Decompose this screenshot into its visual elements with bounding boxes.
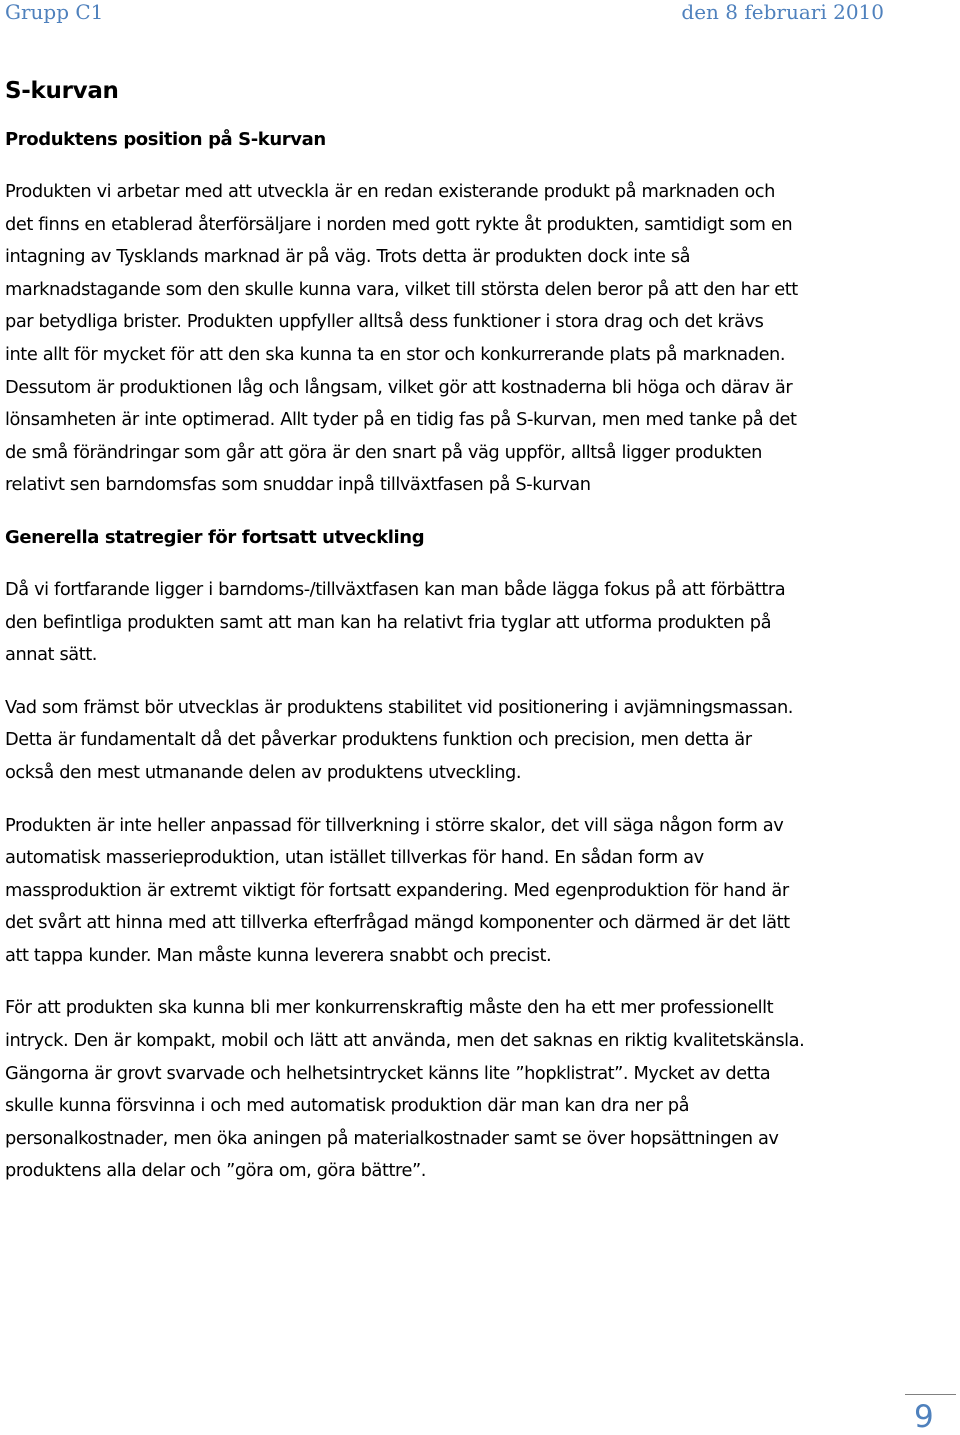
paragraph-line: intryck. Den är kompakt, mobil och lätt att använda, men det saknas en riktig kvalitetskänsla.	[5, 1030, 805, 1052]
paragraph-line: Gängorna är grovt svarvade och helhetsintrycket känns lite ”hopklistrat”. Mycket av detta	[5, 1062, 771, 1084]
paragraph-line: Dessutom är produktionen låg och långsam, vilket gör att kostnaderna bli höga och därav är	[5, 376, 793, 398]
paragraph-line: personalkostnader, men öka aningen på materialkostnader samt se över hopsättningen av	[5, 1127, 779, 1149]
paragraph-line: de små förändringar som går att göra är den snart på väg uppför, alltså ligger produkten	[5, 441, 762, 463]
paragraph-line: också den mest utmanande delen av produktens utveckling.	[5, 761, 522, 783]
paragraph-line: det finns en etablerad återförsäljare i norden med gott rykte åt produkten, samtidigt som en	[5, 213, 793, 235]
document-body	[5, 70, 957, 1208]
paragraph-line: skulle kunna försvinna i och med automatisk produktion där man kan dra ner på	[5, 1095, 690, 1117]
paragraph-line: automatisk masserieproduktion, utan istället tillverkas för hand. En sådan form av	[5, 847, 704, 869]
footer-rule	[905, 1394, 956, 1395]
paragraph-line: lönsamheten är inte optimerad. Allt tyder på en tidig fas på S-kurvan, men med tanke på det	[5, 409, 797, 431]
paragraph-line: den befintliga produkten samt att man kan ha relativt fria tyglar att utforma produkten på	[5, 611, 772, 633]
paragraph-line: par betydliga brister. Produkten uppfyller alltså dess funktioner i stora drag och det krävs	[5, 311, 764, 333]
paragraph-line: produktens alla delar och ”göra om, göra bättre”.	[5, 1160, 426, 1182]
paragraph-line: relativt sen barndomsfas som snuddar inpå tillväxtfasen på S-kurvan	[5, 474, 591, 496]
paragraph	[5, 810, 957, 973]
sections-container	[5, 124, 957, 1188]
paragraph	[5, 574, 957, 672]
paragraph-line: massproduktion är extremt viktigt för fortsatt expandering. Med egenproduktion för hand är	[5, 879, 789, 901]
paragraph-line: Produkten vi arbetar med att utveckla är en redan existerande produkt på marknaden och	[5, 181, 775, 202]
paragraph-line: det svårt att hinna med att tillverka efterfrågad mängd komponenter och därmed är det lätt	[5, 912, 790, 934]
paragraph	[5, 692, 957, 790]
paragraph-line: Vad som främst bör utvecklas är produktens stabilitet vid positionering i avjämningsmassan.	[5, 696, 793, 718]
paragraph	[5, 176, 957, 502]
page-title: S-kurvan	[5, 78, 119, 104]
paragraph-line: intagning av Tysklands marknad är på väg. Trots detta är produkten dock inte så	[5, 246, 691, 268]
paragraph-line: marknadstagande som den skulle kunna vara, vilket till största delen beror på att den har ett	[5, 278, 798, 300]
section-heading: Produktens position på S-kurvan	[5, 129, 326, 150]
paragraph-line: Då vi fortfarande ligger i barndoms-/tillväxtfasen kan man både lägga fokus på att förbättra	[5, 578, 786, 600]
paragraph-line: annat sätt.	[5, 644, 97, 666]
paragraph-line: Produkten är inte heller anpassad för tillverkning i större skalor, det vill säga någon form av	[5, 814, 784, 836]
section-heading: Generella statregier för fortsatt utveckling	[5, 526, 425, 548]
header-date: den 8 februari 2010	[681, 0, 884, 24]
page-number: 9	[914, 1399, 934, 1435]
paragraph-line: Detta är fundamentalt då det påverkar produktens funktion och precision, men detta är	[5, 729, 752, 751]
paragraph-line: att tappa kunder. Man måste kunna leverera snabbt och precist.	[5, 944, 552, 966]
paragraph	[5, 992, 957, 1188]
header-group-name: Grupp C1	[5, 0, 104, 24]
paragraph-line: För att produkten ska kunna bli mer konkurrenskraftig måste den ha ett mer professionellt	[5, 997, 774, 1019]
paragraph-line: inte allt för mycket för att den ska kunna ta en stor och konkurrerande plats på marknaden.	[5, 343, 786, 365]
